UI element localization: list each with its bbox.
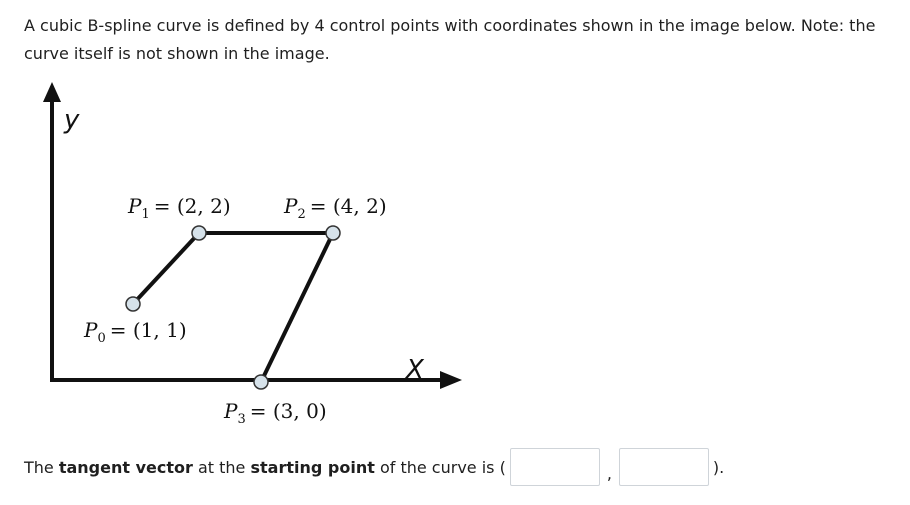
y-axis-arrowhead: [43, 82, 61, 102]
question-prefix: The: [24, 457, 59, 477]
y-axis-label: y: [64, 105, 80, 135]
control-point-p1: [192, 226, 206, 240]
label-p1: $P_1 = (2$, 2): [128, 194, 231, 222]
control-point-p2: [326, 226, 340, 240]
x-axis-arrowhead: [440, 371, 462, 389]
control-point-p0: [126, 297, 140, 311]
segment-p2-p3: [261, 233, 333, 382]
control-point-p3: [254, 375, 268, 389]
question-bold-tangent-vector: tangent vector: [58, 457, 193, 477]
label-p3: $P_3 = (3$, 0): [224, 399, 327, 427]
answer-input-x[interactable]: [510, 448, 600, 486]
question-suffix: of the curve is (: [374, 457, 506, 477]
answer-row: [24, 446, 724, 488]
x-axis-label: X: [406, 355, 424, 385]
label-p2: $P_2 = (4$, 2): [284, 194, 387, 222]
question-closing: ).: [712, 457, 725, 477]
segment-p0-p1: [133, 233, 199, 304]
label-p0: $P_0 = (1$, 1): [84, 318, 187, 346]
problem-statement-line2: curve itself is not shown in the image.: [24, 44, 330, 63]
answer-separator: ,: [606, 463, 612, 483]
question-bold-starting-point: starting point: [250, 457, 375, 477]
answer-input-y[interactable]: [619, 448, 709, 486]
problem-statement-line1: A cubic B-spline curve is defined by 4 control points with coordinates shown in the image below. Note: the: [24, 16, 876, 35]
question-middle: at the: [192, 457, 251, 477]
